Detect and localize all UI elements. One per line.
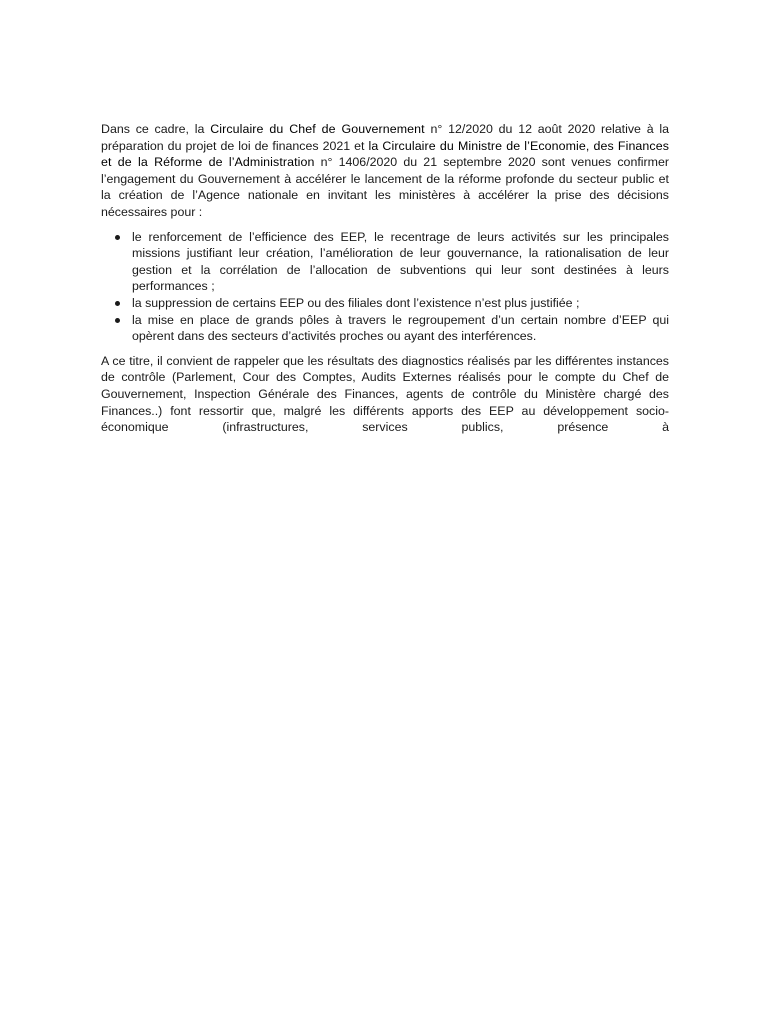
circulaire-chef-gouvernement-ref: Circulaire du Chef de Gouvernement — [210, 122, 425, 136]
list-item — [115, 312, 669, 345]
circulaire-ministre-ref: la Circulaire du Ministre de l’Economie, des Finances et de la Réforme de l’Administration — [101, 138, 669, 170]
list-item-text: le renforcement de l’efficience des EEP, le recentrage de leurs activités sur les principales missions justifiant leur création, l’amélioration de leur gouvernance, la rationalisation de leur gestion et la corrélation de l’allocation de subventions qui leur sont destinées à leurs performances ; — [132, 229, 669, 294]
list-item — [115, 295, 669, 312]
list-item — [115, 229, 669, 295]
measures-list — [101, 229, 669, 345]
list-item-text: la suppression de certains EEP ou des filiales dont l’existence n’est plus justifiée ; — [132, 295, 580, 310]
bullet-icon — [115, 318, 120, 323]
intro-paragraph — [101, 121, 669, 221]
list-item-text: la mise en place de grands pôles à travers le regroupement d’un certain nombre d’EEP qui opèrent dans des secteurs d’activités proches ou ayant des interférences. — [132, 312, 669, 344]
intro-text-2: n° 12/2020 du 12 août 2020 relative à la préparation du projet de loi de finances 2021 et — [101, 122, 669, 153]
diagnostics-paragraph: A ce titre, il convient de rappeler que les résultats des diagnostics réalisés par les différentes instances de contrôle (Parlement, Cour des Comptes, Audits Externes réalisés pour le compte du Chef de Gouvernement, Inspection Générale des Finances, agents de contrôle du Ministère chargé des Finances..) font ressortir que, malgré les différents apports des EEP au développement socio-économique (infrastructures, services publics, présence à — [101, 353, 669, 435]
document-page — [101, 121, 669, 436]
bullet-icon — [115, 301, 120, 306]
intro-text-1: Dans ce cadre, la — [101, 122, 211, 136]
bullet-icon — [115, 235, 120, 240]
intro-text-3: n° 1406/2020 du 21 septembre 2020 sont venues confirmer l’engagement du Gouvernement à accélérer le lancement de la réforme profonde du secteur public et la création de l’Agence nationale en invitant les ministères à accélérer la prise des décisions nécessaires pour : — [101, 155, 669, 219]
